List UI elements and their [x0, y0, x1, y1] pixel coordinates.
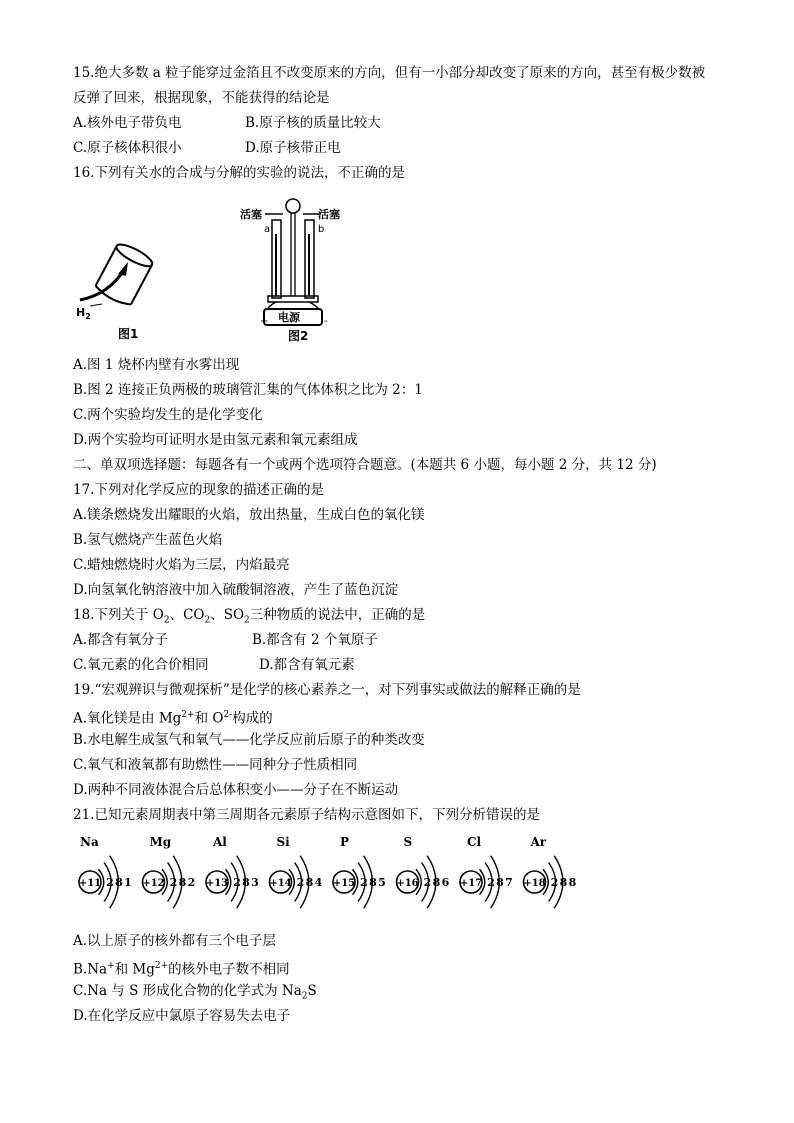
element-symbol: Na [80, 835, 99, 849]
q19-stem: 19.“宏观辨识与微观探析”是化学的核心素养之一，对下列事实或做法的解释正确的是 [73, 682, 581, 698]
q17-option-b: B.氢气燃烧产生蓝色火焰 [73, 532, 223, 548]
q16-option-a: A.图 1 烧杯内壁有水雾出现 [73, 357, 240, 373]
q21-option-d: D.在化学反应中氯原子容易失去电子 [73, 1008, 291, 1024]
q17-option-a: A.镁条燃烧发出耀眼的火焰，放出热量，生成白色的氧化镁 [73, 507, 425, 523]
nuclear-charge: +11 [78, 878, 102, 889]
q19-option-b: B.水电解生成氢气和氧气——化学反应前后原子的种类改变 [73, 732, 425, 748]
atomic-structure-diagrams [72, 830, 592, 922]
q15-stem-line1: 15.绝大多数 a 粒子能穿过金箔且不改变原来的方向，但有一小部分却改变了原来的方向，甚至有极少数被 [73, 65, 706, 81]
electron-count: 2 [169, 876, 178, 889]
nuclear-charge: +13 [205, 878, 229, 889]
element-symbol: Cl [467, 835, 482, 849]
element-symbol: Si [276, 835, 290, 849]
q21-option-a: A.以上原子的核外都有三个电子层 [73, 933, 277, 949]
atom-diagram-mg [142, 835, 195, 908]
svg-text:+: + [260, 316, 269, 327]
electron-count: 1 [124, 876, 132, 889]
tube-a-label: a [264, 224, 271, 235]
electron-count: 8 [305, 876, 314, 889]
nuclear-charge: +14 [269, 878, 292, 889]
tube-b-label: b [318, 224, 325, 235]
electron-count: 8 [115, 876, 123, 889]
figure-2-electrolysis [238, 196, 356, 344]
electron-count: 7 [505, 876, 513, 889]
nuclear-charge: +17 [459, 878, 483, 889]
electron-count: 8 [496, 876, 504, 889]
fig1-gas-label: $H_2$ [76, 306, 91, 321]
nuclear-charge: +12 [142, 878, 165, 889]
electron-count: 2 [233, 876, 241, 889]
element-symbol: Ar [530, 835, 547, 849]
atom-diagram-s [396, 835, 449, 908]
q17-option-d: D.向氢氧化钠溶液中加入硫酸铜溶液，产生了蓝色沉淀 [73, 582, 399, 598]
q18-option-d: D.都含有氧元素 [259, 657, 355, 673]
electron-count: 2 [296, 876, 305, 889]
q15-option-c: C.原子核体积很小 [73, 140, 182, 156]
fig2-valve-right-label: 活塞 [318, 208, 340, 221]
element-symbol: S [403, 835, 413, 849]
atom-diagram-p [333, 835, 386, 908]
flame-icon [118, 262, 128, 276]
electron-count: 2 [187, 876, 196, 889]
q21-stem: 21.已知元素周期表中第三周期各元素原子结构示意图如下，下列分析错误的是 [73, 807, 540, 823]
q15-option-d: D.原子核带正电 [245, 140, 341, 156]
q19-option-a: A.氧化镁是由 $Mg^{2+}$和 $O^{2-}$构成的 [73, 710, 273, 727]
q19-option-d: D.两种不同液体混合后总体积变小——分子在不断运动 [73, 782, 399, 798]
q15-option-b: B.原子核的质量比较大 [245, 115, 381, 131]
electron-count: 2 [487, 876, 495, 889]
q15-option-a: A.核外电子带负电 [73, 115, 182, 131]
electron-count: 8 [568, 876, 577, 889]
q18-option-b: B.都含有 2 个氧原子 [252, 632, 378, 648]
section-2-heading: 二、单双项选择题：每题各有一个或两个选项符合题意。(本题共 6 小题，每小题 2 分，共 12 分) [73, 457, 657, 473]
q18-stem: 18.下列关于 $O_2$、$CO_2$、$SO_2$三种物质的说法中，正确的是 [73, 607, 426, 626]
q17-option-c: C.蜡烛燃烧时火焰为三层，内焰最亮 [73, 557, 290, 573]
nuclear-charge: +16 [396, 878, 419, 889]
electron-count: 8 [242, 876, 250, 889]
electron-count: 3 [251, 876, 259, 889]
q18-option-a: A.都含有氧分子 [73, 632, 169, 648]
atom-diagram-ar [523, 835, 576, 908]
q21-option-b: B.Na+和 $Mg^{2+}$的核外电子数不相同 [73, 961, 290, 978]
q15-stem-line2: 反弹了回来，根据现象，不能获得的结论是 [73, 90, 330, 106]
atom-diagram-si [269, 835, 322, 908]
electron-count: 5 [378, 876, 386, 889]
fig1-caption: 图1 [118, 327, 139, 341]
power-supply-label: 电源 [278, 311, 300, 324]
atom-diagram-al [206, 835, 259, 908]
q18-option-c: C.氧元素的化合价相同 [73, 657, 209, 673]
nuclear-charge: +18 [523, 878, 546, 889]
electron-count: 8 [559, 876, 568, 889]
q16-option-b: B.图 2 连接正负两极的玻璃管汇集的气体体积之比为 2：1 [73, 382, 423, 398]
nuclear-charge: +15 [332, 878, 356, 889]
svg-text:-: - [324, 316, 328, 327]
electron-count: 2 [423, 876, 432, 889]
fig2-caption: 图2 [288, 329, 309, 343]
atom-diagram-cl [460, 835, 513, 908]
electron-count: 2 [360, 876, 368, 889]
element-symbol: Al [213, 835, 227, 849]
element-symbol: Mg [149, 835, 172, 849]
fig2-valve-left-label: 活塞 [240, 208, 262, 221]
electron-count: 8 [369, 876, 377, 889]
electron-count: 4 [314, 876, 323, 889]
funnel-bulb [286, 199, 300, 213]
electron-count: 6 [441, 876, 450, 889]
figure-1-hydrogen-beaker [70, 228, 180, 343]
q16-option-c: C.两个实验均发生的是化学变化 [73, 407, 263, 423]
atom-diagram-na [79, 835, 132, 908]
q19-option-c: C.氧气和液氧都有助燃性——同种分子性质相同 [73, 757, 358, 773]
q16-stem: 16.下列有关水的合成与分解的实验的说法，不正确的是 [73, 165, 405, 181]
electron-count: 2 [550, 876, 559, 889]
electron-count: 8 [178, 876, 187, 889]
electron-count: 2 [106, 876, 114, 889]
element-symbol: P [340, 835, 350, 849]
q16-option-d: D.两个实验均可证明水是由氢元素和氧元素组成 [73, 432, 358, 448]
q21-option-c: C.Na 与 S 形成化合物的化学式为 $Na_2S$ [73, 983, 317, 1002]
q17-stem: 17.下列对化学反应的现象的描述正确的是 [73, 482, 324, 498]
electron-count: 8 [432, 876, 441, 889]
